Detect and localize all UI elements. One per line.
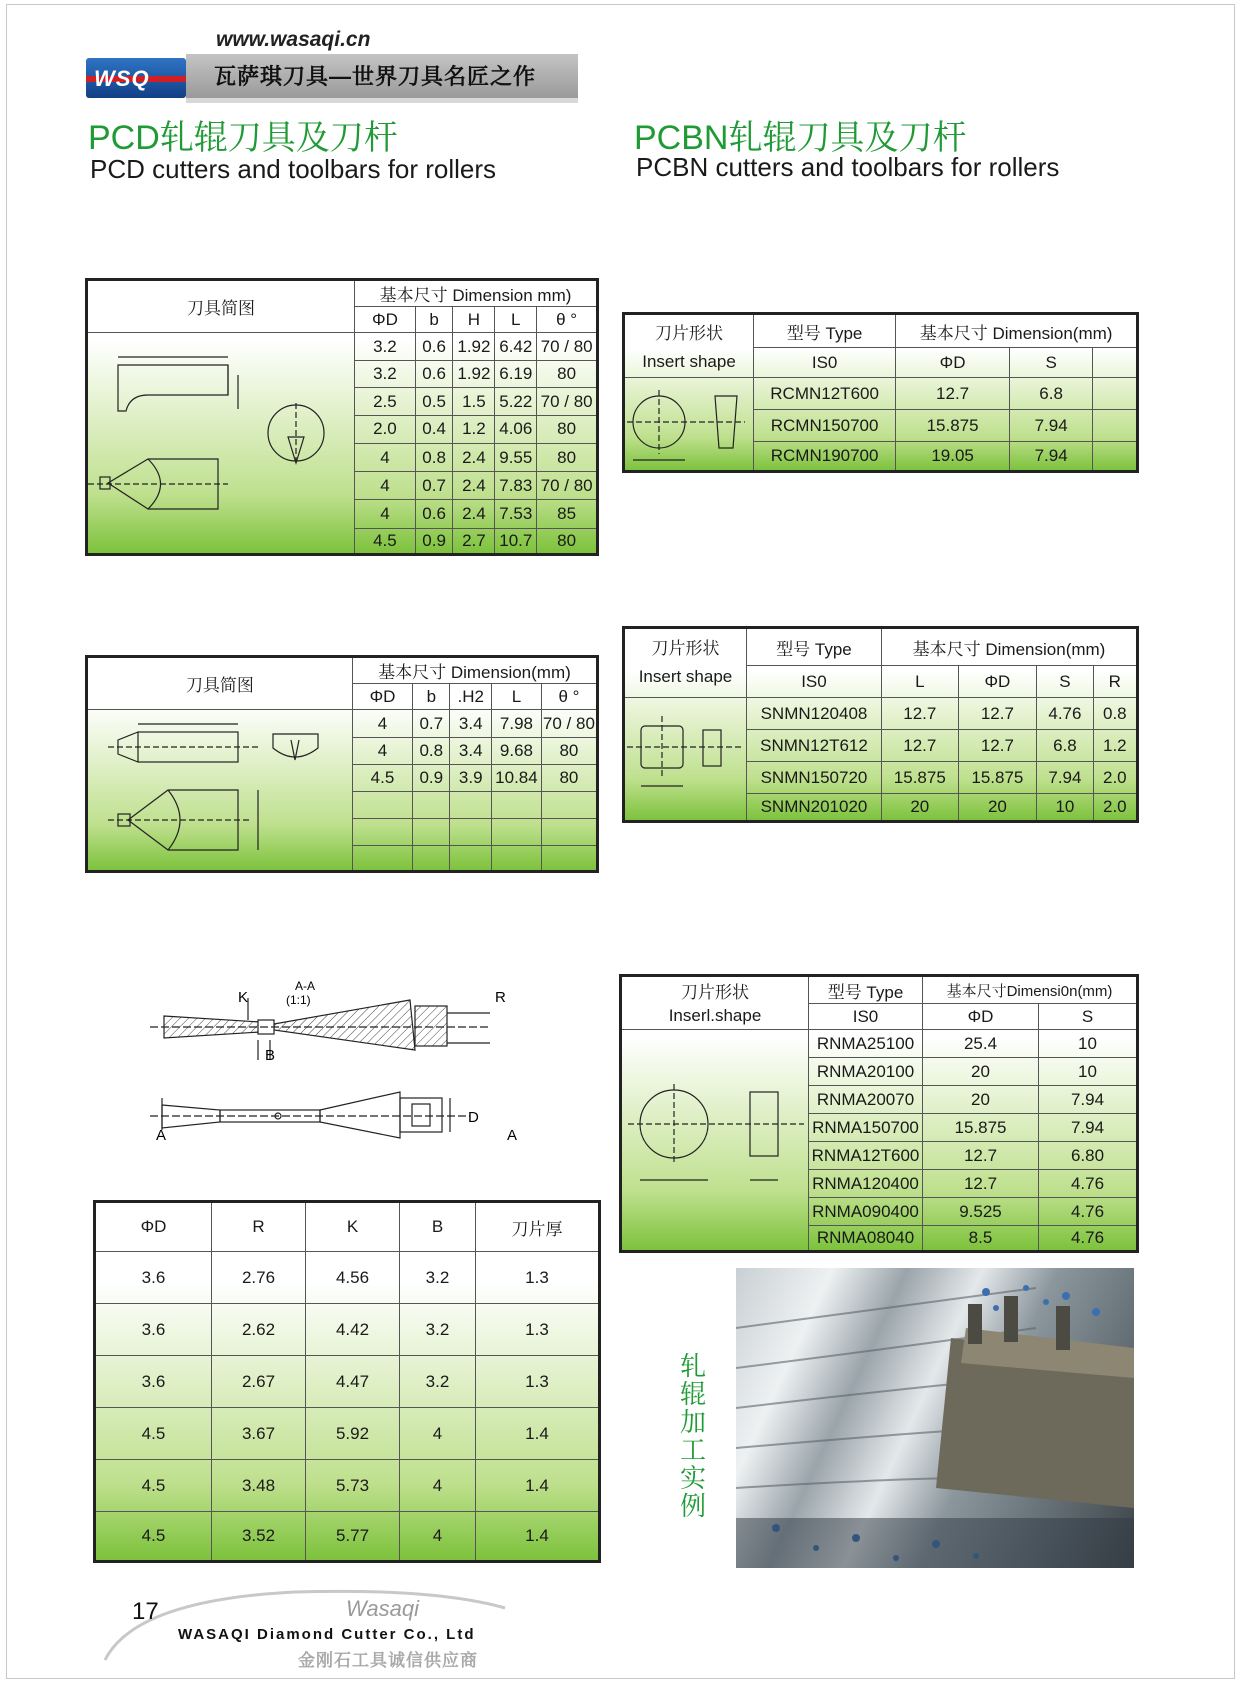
insert-shape-sketch	[624, 698, 747, 822]
section-label: A-A	[295, 980, 316, 993]
cell: 3.4	[450, 738, 492, 765]
cell: 1.3	[476, 1304, 600, 1356]
cell: RNMA20070	[809, 1086, 923, 1114]
cell: 5.92	[306, 1408, 400, 1460]
dimension-header: 基本尺寸 Dimension(mm)	[352, 657, 597, 684]
cell: 1.3	[476, 1252, 600, 1304]
cell: 3.2	[400, 1356, 476, 1408]
col-header: L	[882, 666, 959, 698]
type-sub: IS0	[754, 348, 896, 378]
cell: 2.5	[355, 388, 416, 415]
cell: 0.4	[415, 415, 453, 443]
col-header: L	[492, 684, 542, 710]
type-header: 型号 Type	[809, 976, 923, 1004]
sketch-header: 刀具简图	[87, 280, 355, 333]
cell: 10.7	[495, 528, 537, 554]
cell: 0.6	[415, 361, 453, 388]
cell: 3.2	[400, 1252, 476, 1304]
logo-text: WSQ	[94, 66, 150, 91]
col-header: L	[495, 307, 537, 333]
cell: 3.2	[400, 1304, 476, 1356]
cell: 4.42	[306, 1304, 400, 1356]
cell: 0.5	[415, 388, 453, 415]
cell: 1.2	[453, 415, 495, 443]
cell: RNMA08040	[809, 1226, 923, 1252]
empty-cell	[352, 846, 412, 872]
cell: 80	[541, 765, 597, 792]
cell: 7.98	[492, 710, 542, 738]
cell: 4	[355, 443, 416, 471]
col-header: θ °	[537, 307, 598, 333]
cell: 70 / 80	[537, 333, 598, 361]
cell: RNMA25100	[809, 1030, 923, 1058]
cell: 1.3	[476, 1356, 600, 1408]
dimension-header: 基本尺寸 Dimension(mm)	[882, 628, 1138, 666]
empty-cell	[492, 846, 542, 872]
shape-header-cn: 刀片形状	[621, 976, 809, 1004]
cell: 2.7	[453, 528, 495, 554]
empty-cell	[450, 819, 492, 846]
dimension-header: 基本尺寸 Dimension(mm)	[896, 314, 1138, 348]
cell: 10	[1039, 1058, 1138, 1086]
cell: 2.67	[212, 1356, 306, 1408]
label-a-left: A	[156, 1127, 167, 1144]
cell: 7.83	[495, 472, 537, 500]
cell: 0.7	[415, 472, 453, 500]
cell: 9.68	[492, 738, 542, 765]
type-header: 型号 Type	[746, 628, 881, 666]
cell: 3.48	[212, 1460, 306, 1512]
pcbn-rcmn-table	[622, 312, 1139, 473]
cell: 12.7	[958, 698, 1037, 730]
cell: 4.76	[1039, 1226, 1138, 1252]
empty-cell	[1093, 442, 1138, 472]
cell: SNMN150720	[746, 762, 881, 794]
website-url[interactable]: www.wasaqi.cn	[216, 28, 371, 51]
pcd-title-en: PCD cutters and toolbars for rollers	[90, 154, 497, 184]
cell: 0.8	[415, 443, 453, 471]
cell: RNMA090400	[809, 1198, 923, 1226]
col-header: ΦD	[923, 1004, 1039, 1030]
cell: 4	[400, 1460, 476, 1512]
col-header: ΦD	[355, 307, 416, 333]
empty-cell	[450, 792, 492, 819]
cell: 7.94	[1009, 410, 1092, 442]
cell: 4.76	[1039, 1170, 1138, 1198]
slogan: 瓦萨琪刀具—世界刀具名匠之作	[214, 64, 537, 89]
cell: 2.4	[453, 443, 495, 471]
shape-header-en: Insert shape	[638, 667, 733, 686]
empty-cell	[1093, 410, 1138, 442]
label-k: K	[238, 989, 249, 1006]
cell: RNMA150700	[809, 1114, 923, 1142]
col-header: .H2	[450, 684, 492, 710]
cell: 2.4	[453, 472, 495, 500]
cell: 4.06	[495, 415, 537, 443]
col-header: H	[453, 307, 495, 333]
label-r: R	[495, 989, 506, 1006]
cell: 1.4	[476, 1408, 600, 1460]
cell: 2.4	[453, 500, 495, 528]
cell: 80	[537, 528, 598, 554]
cell: 10	[1039, 1030, 1138, 1058]
pcbn-title-cn: PCBN轧辊刀具及刀杆	[634, 119, 967, 157]
col-header: θ °	[541, 684, 597, 710]
col-header: b	[413, 684, 450, 710]
cell: 15.875	[958, 762, 1037, 794]
cell: 10.84	[492, 765, 542, 792]
cell: 0.7	[413, 710, 450, 738]
empty-cell	[541, 792, 597, 819]
cell: 3.9	[450, 765, 492, 792]
cell: 0.9	[413, 765, 450, 792]
shape-header-en: Insert shape	[624, 348, 754, 378]
col-header: B	[400, 1202, 476, 1252]
cell: 4.5	[95, 1460, 212, 1512]
empty-cell	[352, 792, 412, 819]
cell: 4.76	[1039, 1198, 1138, 1226]
col-header: 刀片厚	[476, 1202, 600, 1252]
cell: 4.47	[306, 1356, 400, 1408]
col-header: R	[212, 1202, 306, 1252]
type-header: 型号 Type	[754, 314, 896, 348]
cell: 12.7	[896, 378, 1010, 410]
cell: RNMA120400	[809, 1170, 923, 1198]
cell: 12.7	[923, 1170, 1039, 1198]
cell: 2.76	[212, 1252, 306, 1304]
cell: SNMN201020	[746, 794, 881, 822]
cell: 70 / 80	[537, 472, 598, 500]
cell: 2.0	[1093, 762, 1137, 794]
cell: 1.4	[476, 1512, 600, 1562]
cell: 5.77	[306, 1512, 400, 1562]
cell: 4	[400, 1408, 476, 1460]
cell: 1.92	[453, 333, 495, 361]
scale-label: (1:1)	[286, 993, 311, 1007]
col-header: S	[1037, 666, 1093, 698]
pcd-cutter-table-1	[85, 278, 599, 556]
cell: 4.5	[95, 1512, 212, 1562]
cell: 2.0	[355, 415, 416, 443]
footer-brand: Wasaqi	[346, 1596, 419, 1621]
pcd-cutter-table-2	[85, 655, 599, 873]
cell: 0.6	[415, 333, 453, 361]
roller-machining-photo	[736, 1268, 1134, 1568]
cutter-sketch-drawing	[88, 333, 342, 553]
empty-cell	[1093, 378, 1138, 410]
pcbn-snmn-table	[622, 626, 1139, 823]
cell: 6.42	[495, 333, 537, 361]
square-insert-drawing	[625, 698, 743, 808]
cell: 25.4	[923, 1030, 1039, 1058]
cell: 0.9	[415, 528, 453, 554]
cell: 4	[352, 738, 412, 765]
col-header: ΦD	[352, 684, 412, 710]
cell: 3.2	[355, 333, 416, 361]
cell: 4	[400, 1512, 476, 1562]
cell: 3.6	[95, 1252, 212, 1304]
cell: 4.76	[1037, 698, 1093, 730]
cell: 1.2	[1093, 730, 1137, 762]
label-a-right: A	[507, 1127, 518, 1144]
cell: 20	[882, 794, 959, 822]
cell: 12.7	[882, 698, 959, 730]
cell: 3.4	[450, 710, 492, 738]
cell: SNMN120408	[746, 698, 881, 730]
shape-header	[624, 628, 747, 698]
cell: 12.7	[923, 1142, 1039, 1170]
cell: 7.53	[495, 500, 537, 528]
toolbar-dimension-table	[93, 1200, 601, 1563]
cell: 2.62	[212, 1304, 306, 1356]
shape-header-cn: 刀片形状	[624, 314, 754, 348]
cell: 19.05	[896, 442, 1010, 472]
cell: 15.875	[882, 762, 959, 794]
cell: 4	[352, 710, 412, 738]
shape-header-cn: 刀片形状	[651, 639, 720, 658]
cell: RCMN150700	[754, 410, 896, 442]
dimension-header: 基本尺寸Dimensi0n(mm)	[923, 976, 1138, 1004]
empty-cell	[492, 819, 542, 846]
cell: 80	[541, 738, 597, 765]
cell: 4.5	[355, 528, 416, 554]
cell: 5.73	[306, 1460, 400, 1512]
label-b: B	[265, 1047, 276, 1064]
cell: 20	[958, 794, 1037, 822]
empty-cell	[413, 792, 450, 819]
cell: 3.6	[95, 1304, 212, 1356]
empty-cell	[413, 819, 450, 846]
col-header: S	[1009, 348, 1092, 378]
col-header: K	[306, 1202, 400, 1252]
shape-header-en: Inserl.shape	[621, 1004, 809, 1030]
cell: 6.8	[1009, 378, 1092, 410]
cell: 4	[355, 472, 416, 500]
cell: 4.56	[306, 1252, 400, 1304]
cell: 6.80	[1039, 1142, 1138, 1170]
cell: 0.8	[413, 738, 450, 765]
cell: 70 / 80	[541, 710, 597, 738]
cell: 70 / 80	[537, 388, 598, 415]
footer-tagline: 金刚石工具诚信供应商	[298, 1651, 478, 1670]
cell: 0.8	[1093, 698, 1137, 730]
col-header: S	[1039, 1004, 1138, 1030]
empty-cell	[1093, 348, 1138, 378]
cell: SNMN12T612	[746, 730, 881, 762]
col-header: ΦD	[896, 348, 1010, 378]
photo-caption: 轧辊加工实例	[679, 1351, 706, 1521]
cell: 15.875	[923, 1114, 1039, 1142]
cell: 7.94	[1009, 442, 1092, 472]
empty-cell	[450, 846, 492, 872]
cell: 4	[355, 500, 416, 528]
cell: RCMN12T600	[754, 378, 896, 410]
cell: 6.19	[495, 361, 537, 388]
cell: 6.8	[1037, 730, 1093, 762]
pcbn-rnma-table	[619, 974, 1139, 1253]
dimension-header: 基本尺寸 Dimension mm)	[355, 280, 598, 307]
cell: RNMA12T600	[809, 1142, 923, 1170]
cutter-sketch-drawing	[88, 710, 342, 870]
cell: 10	[1037, 794, 1093, 822]
cell: 80	[537, 443, 598, 471]
cutter-sketch	[87, 333, 355, 555]
cell: 9.525	[923, 1198, 1039, 1226]
type-sub: IS0	[809, 1004, 923, 1030]
round-insert-drawing	[625, 378, 749, 468]
cell: 3.2	[355, 361, 416, 388]
cell: 4.5	[352, 765, 412, 792]
round-insert-drawing	[622, 1030, 806, 1220]
empty-cell	[352, 819, 412, 846]
insert-shape-sketch	[624, 378, 754, 472]
col-header: R	[1093, 666, 1137, 698]
cell: 4.5	[95, 1408, 212, 1460]
col-header: b	[415, 307, 453, 333]
cell: 3.6	[95, 1356, 212, 1408]
cell: 3.67	[212, 1408, 306, 1460]
cell: 7.94	[1039, 1114, 1138, 1142]
cell: 1.4	[476, 1460, 600, 1512]
label-d: D	[468, 1109, 479, 1126]
col-header: ΦD	[95, 1202, 212, 1252]
cell: 1.92	[453, 361, 495, 388]
toolbar-drawing	[150, 980, 530, 1160]
insert-shape-sketch	[621, 1030, 809, 1252]
empty-cell	[541, 819, 597, 846]
empty-cell	[413, 846, 450, 872]
cell: 0.6	[415, 500, 453, 528]
cell: 80	[537, 415, 598, 443]
cell: 12.7	[882, 730, 959, 762]
slogan-shadow	[186, 98, 578, 103]
footer-company: WASAQI Diamond Cutter Co., Ltd	[178, 1626, 476, 1643]
col-header: ΦD	[958, 666, 1037, 698]
cell: RCMN190700	[754, 442, 896, 472]
roller-machining-illustration	[736, 1268, 1134, 1568]
cell: 7.94	[1039, 1086, 1138, 1114]
page-number: 17	[132, 1598, 159, 1625]
cell: 12.7	[958, 730, 1037, 762]
cell: 1.5	[453, 388, 495, 415]
cell: RNMA20100	[809, 1058, 923, 1086]
cell: 20	[923, 1058, 1039, 1086]
cell: 9.55	[495, 443, 537, 471]
cell: 20	[923, 1086, 1039, 1114]
type-sub: IS0	[746, 666, 881, 698]
cell: 85	[537, 500, 598, 528]
empty-cell	[492, 792, 542, 819]
empty-cell	[541, 846, 597, 872]
cell: 80	[537, 361, 598, 388]
cell: 15.875	[896, 410, 1010, 442]
cell: 7.94	[1037, 762, 1093, 794]
pcd-title-cn: PCD轧辊刀具及刀杆	[88, 119, 398, 157]
pcbn-title-en: PCBN cutters and toolbars for rollers	[636, 152, 1060, 182]
sketch-header: 刀具简图	[87, 657, 353, 710]
cutter-sketch	[87, 710, 353, 872]
cell: 2.0	[1093, 794, 1137, 822]
cell: 5.22	[495, 388, 537, 415]
cell: 3.52	[212, 1512, 306, 1562]
cell: 8.5	[923, 1226, 1039, 1252]
